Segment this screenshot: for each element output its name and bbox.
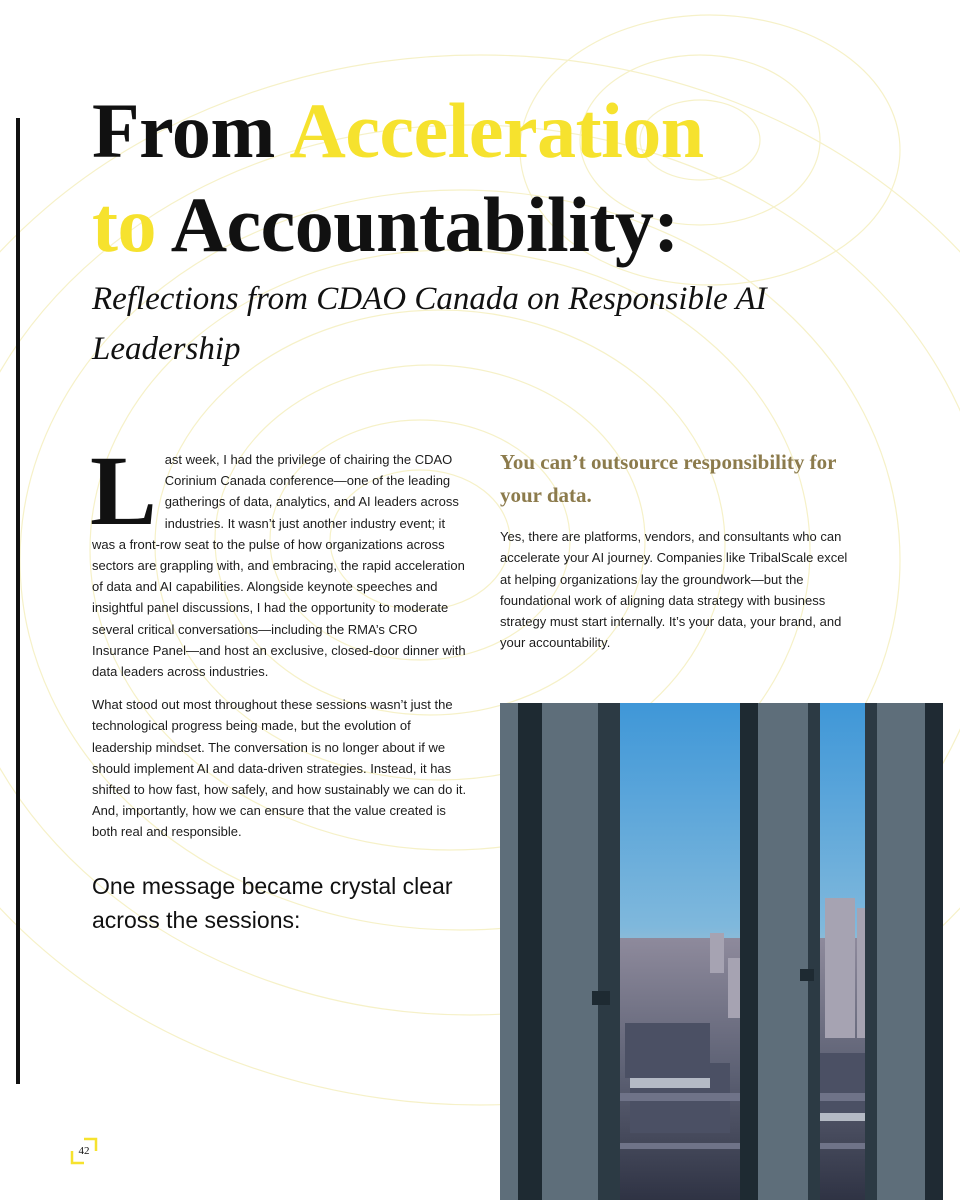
- drop-cap: L: [90, 435, 157, 546]
- title-word-to: to: [92, 181, 156, 268]
- pull-body-paragraph: Yes, there are platforms, vendors, and consultants who can accelerate your AI journey. Companies like TribalScale excel at helping organizations lay the groundwork—but the foundational work of aligning data strategy with business strategy must start internally. It’s your data, your brand, and your accountability.: [500, 529, 848, 651]
- intro-paragraph: [90, 435, 470, 682]
- title-word-accountability: Accountability:: [170, 181, 679, 268]
- page-number: 42: [78, 1145, 90, 1157]
- city-skyline-photo: [500, 703, 943, 1200]
- article-subtitle: Reflections from CDAO Canada on Responsible AI Leadership: [92, 281, 767, 367]
- title-word-from: From: [92, 87, 275, 174]
- title-word-acceleration: Acceleration: [289, 87, 704, 174]
- right-column: [500, 446, 850, 654]
- article-title: [92, 84, 932, 272]
- body-paragraph: What stood out most throughout these sessions wasn’t just the technological progress being made, but the evolution of leadership mindset. The conversation is no longer about if we should implement AI and data-driven strategies. Instead, it has shifted to how fast, how safely, and how sustainably we can do it. And, importantly, how we can ensure that the value created is both real and responsible.: [92, 697, 467, 840]
- intro-paragraph-text: ast week, I had the privilege of chairing the CDAO Corinium Canada conference—one of the leading gatherings of data, analytics, and AI leaders across industries. It wasn’t just another industry event; it was a front-row seat to the pulse of how organizations across sectors are grappling with, and embracing, the rapid acceleration of data and AI capabilities. Alongside keynote speeches and insightful panel discussions, I had the opportunity to moderate several critical conversations—including the RMA’s CRO Insurance Panel—and host an exclusive, closed-door dinner with data leaders across industries.: [92, 452, 466, 680]
- left-column: [90, 435, 470, 937]
- pull-heading: You can’t outsource responsibility for your data.: [500, 450, 837, 507]
- callout-heading: One message became crystal clear across the sessions:: [92, 872, 453, 933]
- window-view-illustration: [500, 703, 943, 1200]
- left-vertical-rule: [16, 118, 20, 1084]
